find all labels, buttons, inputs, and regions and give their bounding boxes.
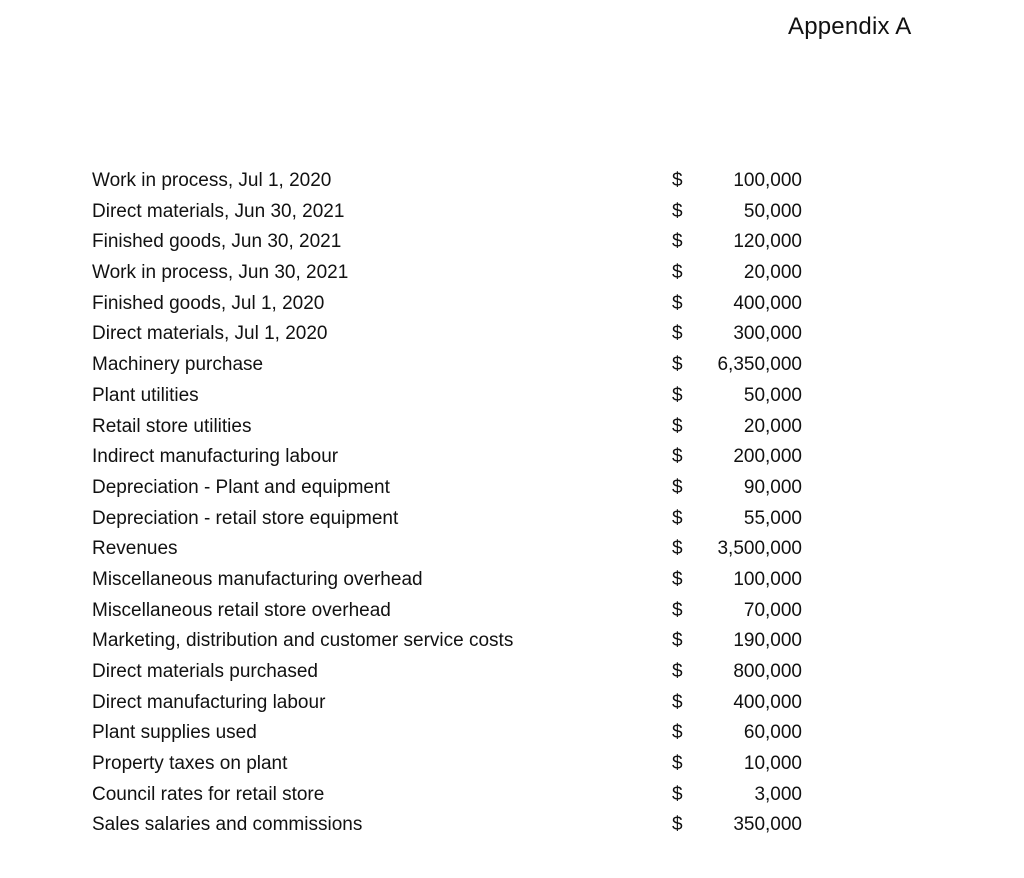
- currency-symbol: $: [672, 753, 683, 775]
- table-row: [92, 626, 832, 657]
- table-row: [92, 688, 832, 719]
- row-amount: 300,000: [733, 323, 802, 345]
- currency-symbol: $: [672, 231, 683, 253]
- table-row: [92, 319, 832, 350]
- row-amount: 350,000: [733, 814, 802, 836]
- table-row: [92, 381, 832, 412]
- row-label: Plant utilities: [92, 384, 199, 406]
- row-amount: 6,350,000: [717, 354, 802, 376]
- row-amount: 100,000: [733, 568, 802, 590]
- row-amount: 60,000: [743, 722, 802, 744]
- row-label: Work in process, Jul 1, 2020: [92, 170, 332, 191]
- currency-symbol: $: [672, 415, 683, 437]
- currency-symbol: $: [672, 722, 683, 744]
- row-label: Direct materials purchased: [92, 661, 318, 682]
- table-row: [92, 473, 832, 504]
- table-row: [92, 227, 832, 258]
- row-amount: 20,000: [743, 415, 802, 437]
- row-amount: 10,000: [743, 753, 802, 775]
- currency-symbol: $: [672, 538, 683, 560]
- table-row: [92, 657, 832, 688]
- row-label: Retail store utilities: [92, 415, 252, 437]
- currency-symbol: $: [672, 599, 683, 621]
- row-amount: 200,000: [733, 446, 802, 468]
- row-amount: 120,000: [733, 231, 802, 253]
- currency-symbol: $: [672, 814, 683, 836]
- row-label: Property taxes on plant: [92, 753, 288, 775]
- row-label: Miscellaneous manufacturing overhead: [92, 568, 423, 590]
- row-label: Council rates for retail store: [92, 783, 325, 805]
- currency-symbol: $: [672, 507, 683, 529]
- row-label: Machinery purchase: [92, 354, 264, 376]
- table-row: [92, 442, 832, 473]
- page-title: Appendix A: [788, 13, 912, 40]
- row-label: Direct materials, Jul 1, 2020: [92, 323, 328, 345]
- row-amount: 50,000: [743, 384, 802, 406]
- currency-symbol: $: [672, 661, 683, 682]
- currency-symbol: $: [672, 783, 683, 805]
- currency-symbol: $: [672, 200, 683, 222]
- currency-symbol: $: [672, 691, 683, 713]
- row-label: Sales salaries and commissions: [92, 814, 363, 836]
- table-row: [92, 718, 832, 749]
- table-row: [92, 289, 832, 320]
- row-amount: 190,000: [733, 630, 802, 652]
- row-label: Plant supplies used: [92, 722, 257, 744]
- table-row: [92, 504, 832, 535]
- row-amount: 20,000: [743, 262, 802, 284]
- table-row: [92, 596, 832, 627]
- row-label: Direct manufacturing labour: [92, 691, 326, 713]
- table-row: [92, 197, 832, 228]
- row-label: Finished goods, Jul 1, 2020: [92, 292, 325, 314]
- cost-ledger-table: [92, 166, 832, 841]
- currency-symbol: $: [672, 446, 683, 468]
- currency-symbol: $: [672, 323, 683, 345]
- row-amount: 90,000: [743, 476, 802, 498]
- row-amount: 50,000: [743, 200, 802, 222]
- currency-symbol: $: [672, 384, 683, 406]
- currency-symbol: $: [672, 630, 683, 652]
- row-amount: 55,000: [743, 507, 802, 529]
- table-row: [92, 166, 832, 197]
- row-label: Revenues: [92, 538, 178, 560]
- table-row: [92, 350, 832, 381]
- table-row: [92, 780, 832, 811]
- row-label: Direct materials, Jun 30, 2021: [92, 200, 345, 222]
- table-row: [92, 412, 832, 443]
- row-label: Marketing, distribution and customer service costs: [92, 630, 514, 652]
- row-label: Finished goods, Jun 30, 2021: [92, 231, 342, 253]
- currency-symbol: $: [672, 568, 683, 590]
- currency-symbol: $: [672, 476, 683, 498]
- currency-symbol: $: [672, 292, 683, 314]
- currency-symbol: $: [672, 354, 683, 376]
- table-row: [92, 565, 832, 596]
- row-amount: 400,000: [733, 691, 802, 713]
- currency-symbol: $: [672, 262, 683, 284]
- table-row: [92, 749, 832, 780]
- row-amount: 3,500,000: [717, 538, 802, 560]
- table-row: [92, 258, 832, 289]
- row-label: Depreciation - retail store equipment: [92, 507, 399, 529]
- row-amount: 400,000: [733, 292, 802, 314]
- row-amount: 3,000: [754, 783, 802, 805]
- row-label: Indirect manufacturing labour: [92, 446, 339, 468]
- table-row: [92, 534, 832, 565]
- currency-symbol: $: [672, 170, 683, 191]
- row-amount: 100,000: [733, 170, 802, 191]
- row-label: Miscellaneous retail store overhead: [92, 599, 391, 621]
- row-label: Work in process, Jun 30, 2021: [92, 262, 349, 284]
- row-label: Depreciation - Plant and equipment: [92, 476, 390, 498]
- row-amount: 800,000: [733, 661, 802, 682]
- row-amount: 70,000: [743, 599, 802, 621]
- table-row: [92, 810, 832, 841]
